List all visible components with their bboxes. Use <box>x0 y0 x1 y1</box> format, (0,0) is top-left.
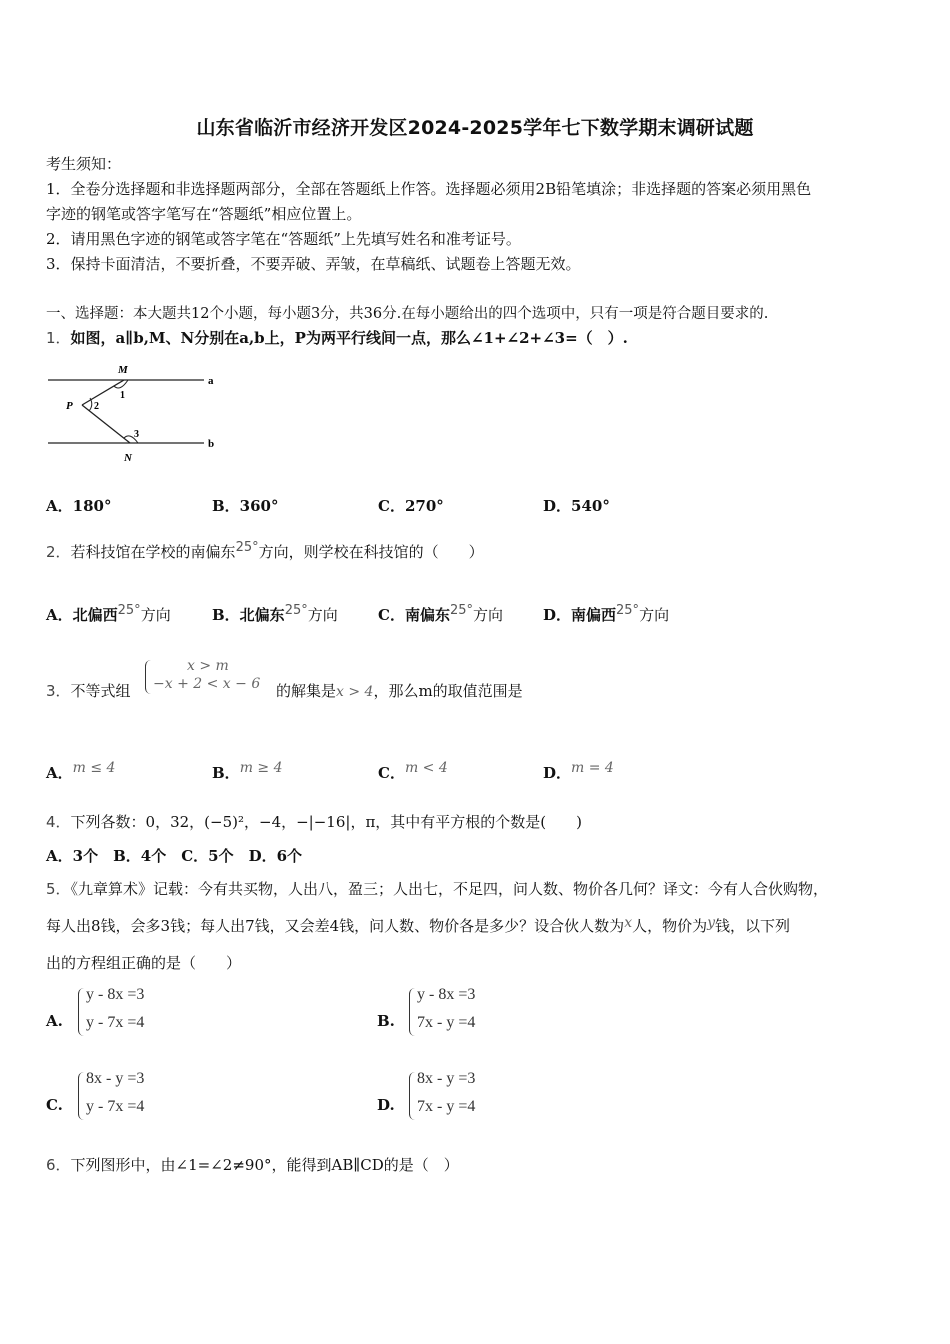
q2-option-b[interactable]: B．北偏东25°方向 <box>212 603 338 624</box>
question-number: 1． <box>46 329 71 347</box>
q2-option-d[interactable]: D．南偏西25°方向 <box>543 603 670 624</box>
question-5-line-3: 出的方程组正确的是（ ） <box>46 954 242 972</box>
q5-option-b-label[interactable]: B. <box>377 1012 395 1030</box>
question-5-line-2: 每人出8钱，会多3钱；每人出7钱，又会差4钱，问人数、物价各是多少？设合伙人数为x人，物价为y钱，以下列 <box>46 915 791 935</box>
question-number: 3． <box>46 682 71 700</box>
q1-option-b[interactable]: B．360° <box>212 497 279 515</box>
label-P: P <box>66 400 73 412</box>
question-3-suffix: 的解集是x > 4，那么m的取值范围是 <box>276 682 523 700</box>
left-brace <box>78 988 85 1036</box>
q3-option-b[interactable]: B．m ≥ 4 <box>212 760 283 782</box>
q1-option-d[interactable]: D．540° <box>543 497 610 515</box>
question-number: 2． <box>46 543 71 561</box>
label-angle-2: 2 <box>94 401 99 412</box>
parallel-lines-figure <box>44 360 234 466</box>
q2-option-c[interactable]: C．南偏东25°方向 <box>378 603 504 624</box>
question-2 <box>46 541 484 562</box>
question-text-start: 若科技馆在学校的南偏东 <box>70 543 236 561</box>
q2-option-a[interactable]: A．北偏西25°方向 <box>46 603 171 624</box>
question-text-start: 不等式组 <box>70 682 131 700</box>
notice-heading: 考生须知： <box>46 155 122 173</box>
label-angle-3: 3 <box>134 429 139 440</box>
section-heading: 一、选择题：本大题共12个小题，每小题3分，共36分.在每小题给出的四个选项中，只有一项是符合题目要求的. <box>46 306 769 322</box>
inequality-2: −x + 2 < x − 6 <box>153 676 261 692</box>
question-number: 6． <box>46 1156 71 1174</box>
q5-option-d-label[interactable]: D. <box>377 1096 395 1114</box>
variable-y: y <box>707 915 716 931</box>
solution-set: x > 4 <box>336 684 374 700</box>
q4-options[interactable]: A．3个 B．4个 C．5个 D．6个 <box>46 847 303 865</box>
left-brace <box>409 1072 416 1120</box>
question-5-line-1: 5．《九章算术》记载：今有共买物，人出八，盈三；人出七，不足四，问人数、物价各几何？译文：今有人合伙购物， <box>46 880 829 898</box>
notice-item-2: 2．请用黑色字迹的钢笔或答字笔在“答题纸”上先填写姓名和准考证号。 <box>46 230 521 248</box>
q1-option-c[interactable]: C．270° <box>378 497 444 515</box>
q3-option-d[interactable]: D．m = 4 <box>543 760 614 782</box>
variable-x: x <box>624 915 633 931</box>
q1-option-a[interactable]: A．180° <box>46 497 112 515</box>
page-title: 山东省临沂市经济开发区2024-2025学年七下数学期末调研试题 <box>196 117 754 139</box>
degree-value: 25° <box>235 540 259 555</box>
question-text: 下列图形中，由∠1=∠2≠90°，能得到AB∥CD的是（ ） <box>70 1156 459 1174</box>
question-1 <box>46 327 628 348</box>
question-text: 如图，a∥b,M、N分别在a,b上，P为两平行线间一点，那么∠1+∠2+∠3=（ ）. <box>70 329 628 347</box>
notice-item-1: 1．全卷分选择题和非选择题两部分，全部在答题纸上作答。选择题必须用2B铅笔填涂；非选择题的答案必须用黑色 <box>46 180 812 198</box>
left-brace <box>78 1072 85 1120</box>
label-N: N <box>124 452 132 464</box>
question-4 <box>46 811 582 832</box>
question-number: 4． <box>46 813 71 831</box>
label-angle-1: 1 <box>120 390 125 401</box>
question-3-prefix <box>46 680 131 701</box>
label-b: b <box>208 438 215 450</box>
question-6 <box>46 1154 459 1175</box>
label-M: M <box>118 364 128 376</box>
question-text: 下列各数：0，32，(−5)²，−4，−|−16|，π，其中有平方根的个数是( ) <box>70 813 583 831</box>
q5-option-a-label[interactable]: A. <box>46 1012 63 1030</box>
question-text-end: 方向，则学校在科技馆的（ ） <box>258 543 484 561</box>
inequality-1: x > m <box>187 658 229 674</box>
left-brace <box>145 660 152 694</box>
label-a: a <box>208 375 214 387</box>
notice-item-3: 3．保持卡面清洁，不要折叠，不要弄破、弄皱，在草稿纸、试题卷上答题无效。 <box>46 255 581 273</box>
notice-item-1-cont: 字迹的钢笔或答字笔写在“答题纸”相应位置上。 <box>46 205 362 223</box>
q3-option-a[interactable]: A．m ≤ 4 <box>46 760 116 782</box>
q3-option-c[interactable]: C．m < 4 <box>378 760 448 782</box>
q5-option-c-label[interactable]: C. <box>46 1096 63 1114</box>
question-number: 5． <box>46 880 71 898</box>
left-brace <box>409 988 416 1036</box>
